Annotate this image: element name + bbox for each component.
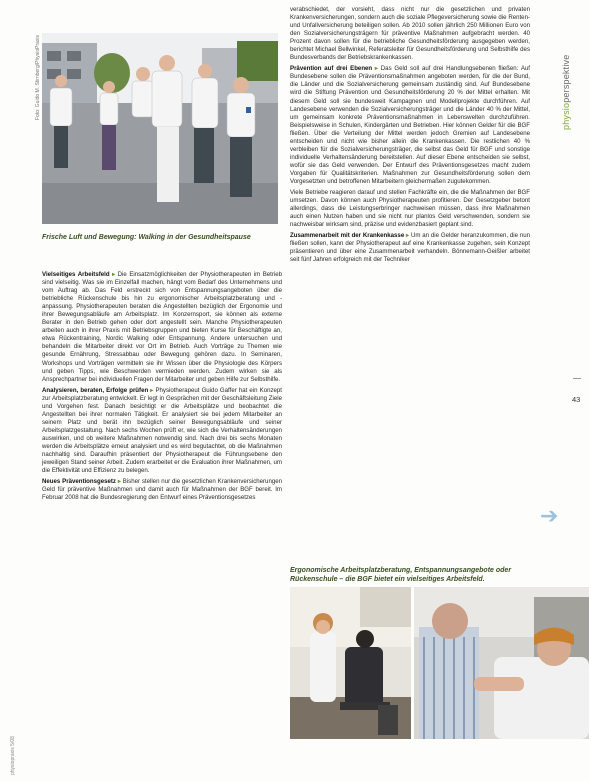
paragraph-text: Viele Betriebe reagieren darauf und stellen Fachkräfte ein, die die Maßnahmen der BGF umsetzen. Davon können auch Physiotherapeuten profitieren. Der Gesetzgeber betont allerdings, dass die Leistungserbringer nachweisen müssen, dass ihre Maßnahmen auch einen Nutzen haben und sie nicht nur planlos Geld verschwenden, sondern sie nachweisbar wirksam sind, präzise und evidenzbasiert geplant sind. <box>290 189 530 229</box>
photo-credit: Foto: Guido M. Stirnberg/PhysioPraxis <box>35 34 41 120</box>
walking-group-photo <box>42 33 278 224</box>
footer-issue-label: physiopraxis 5/08 <box>10 736 16 775</box>
back-examination-photo <box>414 587 589 739</box>
heading-arrow-icon: ▸ <box>115 478 123 486</box>
text-column-right <box>290 6 530 551</box>
paragraph-heading: Neues Präventionsgesetz <box>42 478 116 486</box>
heading-arrow-icon: ▸ <box>404 232 411 240</box>
heading-arrow-icon: ▸ <box>148 386 156 394</box>
paragraph-text: Physiotherapeut Guido Gaffer hat ein Konzept zur Arbeitsplatzberatung entwickelt. Er legt in Gesprächen mit der Geschäftsleitung Ziele und Vorgehen fest. Danach besichtigt er die Arbeitsplätze und beobachtet die Angestellten bei ihrer normalen Tätigkeit. Er analysiert sie bei jedem Mitarbeiter an seinem Platz und berät ihn bezüglich seiner Bewegungsabläufe und seiner Arbeitsplatzgestaltung. Nach sechs Wochen prüft er, wie sich die Verhaltensänderungen auswirken, und ob weitere Maßnahmen notwendig sind. Nach drei bis sechs Monaten werden die Arbeitsplätze erneut analysiert und es wird begutachtet, ob die Maßnahmen nachhaltig sind. Daraufhin präsentiert der Physiotherapeut die Führungsebene den jeweiligen Stand seiner Arbeit. Zudem erarbeitet er die Evaluation ihrer Maßnahmen, um die Effektivität und Effizienz zu belegen. <box>42 386 282 475</box>
paragraph <box>42 271 282 384</box>
paragraph-text: Um an die Gelder heranzukommen, die nun fließen sollen, kann der Physiotherapeut auf eine Krankenkasse zugehen, sein Konzept präsentieren und über eine Zusammenarbeit verhandeln. Bönnemann-Geißler arbeitet seit fünf Jahren erfolgreich mit der Techniker <box>290 232 530 264</box>
paragraph-text: Die Einsatzmöglichkeiten der Physiotherapeuten im Betrieb sind vielseitig. Was sie im Einzelfall machen, hängt vom Bedarf des Unternehmens und vom Auftrag ab. Das Feld erstreckt sich von Entspannungsangeboten über die betriebliche Rückenschule bis hin zu ergonomischer Arbeitsplatzberatung und -anpassung. Physiotherapeuten beraten die Angestellten bezüglich der Ergonomie und ihrer Bewegungsabläufe am Arbeitsplatz. Im Konzernsport, sie können als externe Berater in den Betrieb gehen oder dort angestellt sein. Manche Physiotherapeuten arbeiten auch in ihrer Praxis mit Betriebsgruppen und bieten Kurse für Beschäftigte an, etwa Rückentraining, Nordic Walking oder Entspannung. Andere untersuchen und behandeln die Mitarbeiter direkt vor Ort im Betrieb. Auch Vorträge zu Themen wie gesunde Ernährung, Stressabbau oder Bewegung gehören dazu. In Seminaren, Workshops und Vorträgen vermitteln sie ihr Wissen über die Physiologie des Körpers und geben Tipps, wie Beschwerden vermieden werden. Zudem wirken sie als Ansprechpartner bei individuellen Fragen der Mitarbeiter und geben Hilfe zur Selbsthilfe. <box>42 271 282 383</box>
heading-arrow-icon: ▸ <box>109 271 118 278</box>
consultation-photo <box>290 587 411 739</box>
paragraph <box>290 232 530 264</box>
brand-part-a: physio <box>561 102 571 130</box>
paragraph <box>290 189 530 229</box>
continue-arrow-icon: ➔ <box>540 503 559 528</box>
paragraph <box>290 65 530 186</box>
photo-caption: Frische Luft und Bewegung: Walking in der Gesundheitspause <box>42 234 251 241</box>
paragraph <box>290 6 530 62</box>
paragraph-text: Bisher stellen nur die gesetzlichen Krankenversicherungen Geld für präventive Maßnahmen und damit auch für Maßnahmen der BGF bereit. Im Februar 2008 hat die Bundesregierung den Entwurf eines Präventionsgesetzes <box>42 478 282 502</box>
brand-part-b: perspektive <box>561 54 571 103</box>
paragraph-text: verabschiedet, der vorsieht, dass nicht nur die gesetzlichen und privaten Krankenversicherungen, sondern auch die soziale Pflegeversicherung sowie die Renten- und Unfallversicherung beteiligen sollen. Ab 2010 sollen jährlich 250 Millionen Euro von den Sozialversicherungsträgern für präventive Maßnahmen aufgebracht werden. 40 Prozent davon sollen für die betriebliche Gesundheitsförderung ausgegeben werden, berichtet Michael Bellwinkel, Referatsleiter für Gesundheitsförderung und Selbsthilfe des Bundesverbands der Betriebskrankenkassen. <box>290 6 530 62</box>
bottom-photo-caption: Ergonomische Arbeitsplatzberatung, Entspannungsangebote oder Rückenschule – die BGF bietet ein vielseitiges Arbeitsfeld. <box>290 567 512 583</box>
paragraph-heading: Prävention auf drei Ebenen <box>290 65 373 73</box>
brand-sidebar-label <box>561 55 571 130</box>
text-column-left <box>42 271 282 776</box>
heading-arrow-icon: ▸ <box>372 65 381 73</box>
paragraph <box>42 478 282 502</box>
page-number-divider <box>573 378 581 379</box>
paragraph-heading: Vielseitiges Arbeitsfeld <box>42 271 110 278</box>
paragraph-text: Das Geld soll auf drei Handlungsebenen fließen: Auf Bundesebene sollen die Präventionsmaßnahmen angeboten werden, für die der Bund, die Länder und die Sozialversicherung gemeinsam zuständig sind. Auf Bundesebene wird die Stiftung Prävention und Gesundheitsförderung 20 % der Mittel erhalten. Mit diesem Geld soll sie bundesweit Kampagnen und Modellprojekte durchführen. Auf Landesebene verwenden die Sozialversicherungsträger und die Länder 40 % der Mittel, um gemeinsam konkrete Präventionsmaßnahmen in Lebenswelten durchzuführen. Beispielsweise in Schulen, Kindergärten und Betrieben. Hier können Gelder für die BGF fließen. Über die Verteilung der Mittel werden jedoch Gremien auf Landesebene entscheiden und nicht wie bisher allein die Krankenkassen. Die restlichen 40 % verbleiben für die Sozialversicherungsträger, die selbst das Geld für BGF und sonstige individuelle Verhaltensänderung bereitstellen. Auf dieser Ebene entscheiden sie selbst, wofür sie das Geld verwenden. Der Entwurf des Präventionsgesetzes macht zudem Vorgaben für Qualitätskriterien. Maßnahmen zur Gesundheitsförderung sollen dem Vorgesetzten und betroffenen Mitarbeitern gleichermaßen zugutekommen. <box>290 65 530 185</box>
page-number: 43 <box>572 395 581 404</box>
paragraph-heading: Analysieren, beraten, Erfolge prüfen <box>42 386 149 394</box>
paragraph <box>42 387 282 476</box>
paragraph-heading: Zusammenarbeit mit der Krankenkasse <box>290 232 405 240</box>
